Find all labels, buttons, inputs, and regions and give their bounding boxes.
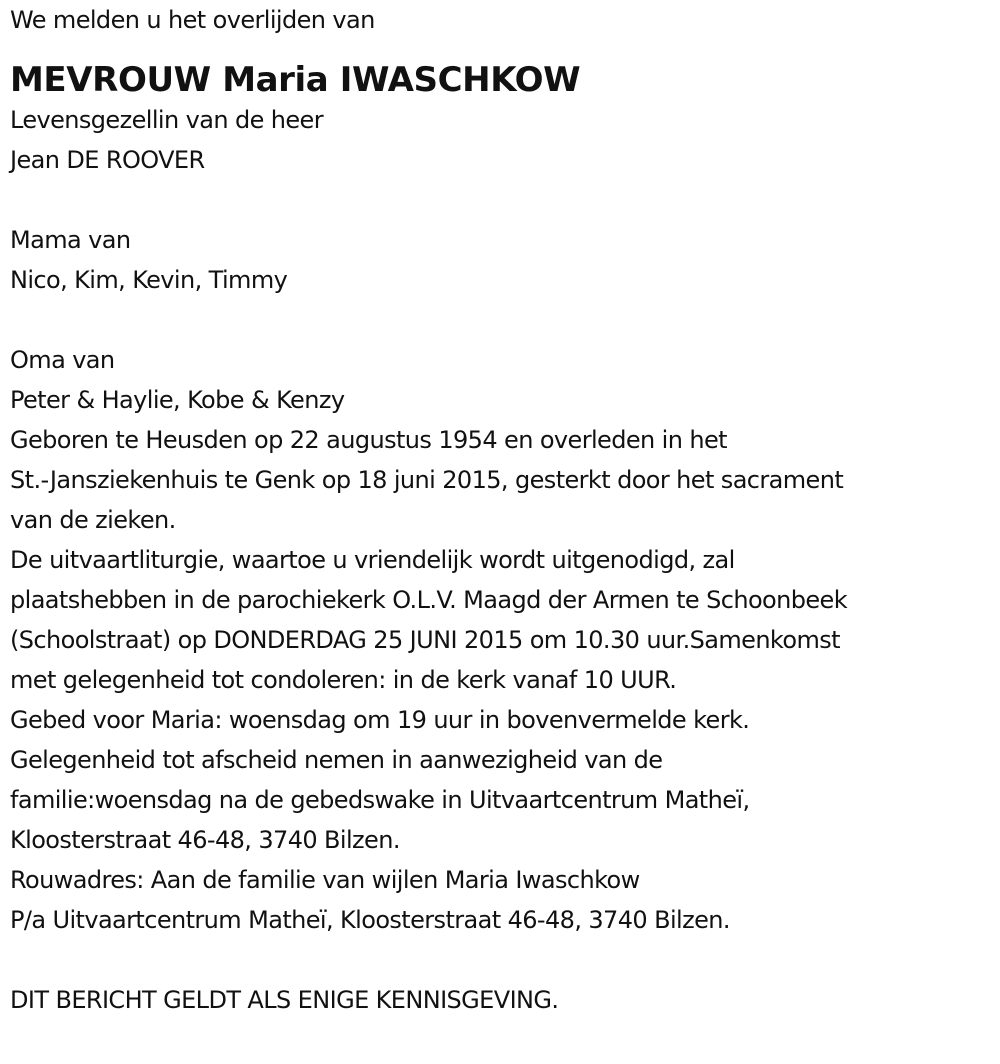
partner-line-2: Jean DE ROOVER (10, 146, 205, 174)
body-line: P/a Uitvaartcentrum Matheï, Kloosterstraat 46-48, 3740 Bilzen. (10, 906, 730, 934)
spacer (10, 180, 995, 220)
deceased-name: MEVROUW Maria IWASCHKOW (10, 60, 581, 100)
body-line: De uitvaartliturgie, waartoe u vriendelijk wordt uitgenodigd, zal (10, 546, 735, 574)
intro-text: We melden u het overlijden van (10, 6, 375, 34)
partner-line-1: Levensgezellin van de heer (10, 106, 323, 134)
body-line: van de zieken. (10, 506, 176, 534)
spacer (10, 940, 995, 980)
body-line: plaatshebben in de parochiekerk O.L.V. Maagd der Armen te Schoonbeek (10, 586, 848, 614)
children-line-2: Nico, Kim, Kevin, Timmy (10, 266, 288, 294)
grandchildren-line-2: Peter & Haylie, Kobe & Kenzy (10, 386, 345, 414)
body-line: Gelegenheid tot afscheid nemen in aanwezigheid van de (10, 746, 663, 774)
body-line: Gebed voor Maria: woensdag om 19 uur in bovenvermelde kerk. (10, 706, 750, 734)
body-line: St.-Jansziekenhuis te Genk op 18 juni 2015, gesterkt door het sacrament (10, 466, 844, 494)
body-line: Rouwadres: Aan de familie van wijlen Maria Iwaschkow (10, 866, 640, 894)
body-line: (Schoolstraat) op DONDERDAG 25 JUNI 2015 om 10.30 uur.Samenkomst (10, 626, 840, 654)
closing-text: DIT BERICHT GELDT ALS ENIGE KENNISGEVING. (10, 986, 559, 1014)
grandchildren-line-1: Oma van (10, 346, 115, 374)
body-line: Kloosterstraat 46-48, 3740 Bilzen. (10, 826, 400, 854)
body-line: familie:woensdag na de gebedswake in Uitvaartcentrum Matheï, (10, 786, 750, 814)
spacer (10, 300, 995, 340)
notice-body (10, 420, 995, 940)
children-line-1: Mama van (10, 226, 131, 254)
body-line: Geboren te Heusden op 22 augustus 1954 en overleden in het (10, 426, 727, 454)
body-line: met gelegenheid tot condoleren: in de kerk vanaf 10 UUR. (10, 666, 677, 694)
death-notice (10, 0, 995, 1020)
